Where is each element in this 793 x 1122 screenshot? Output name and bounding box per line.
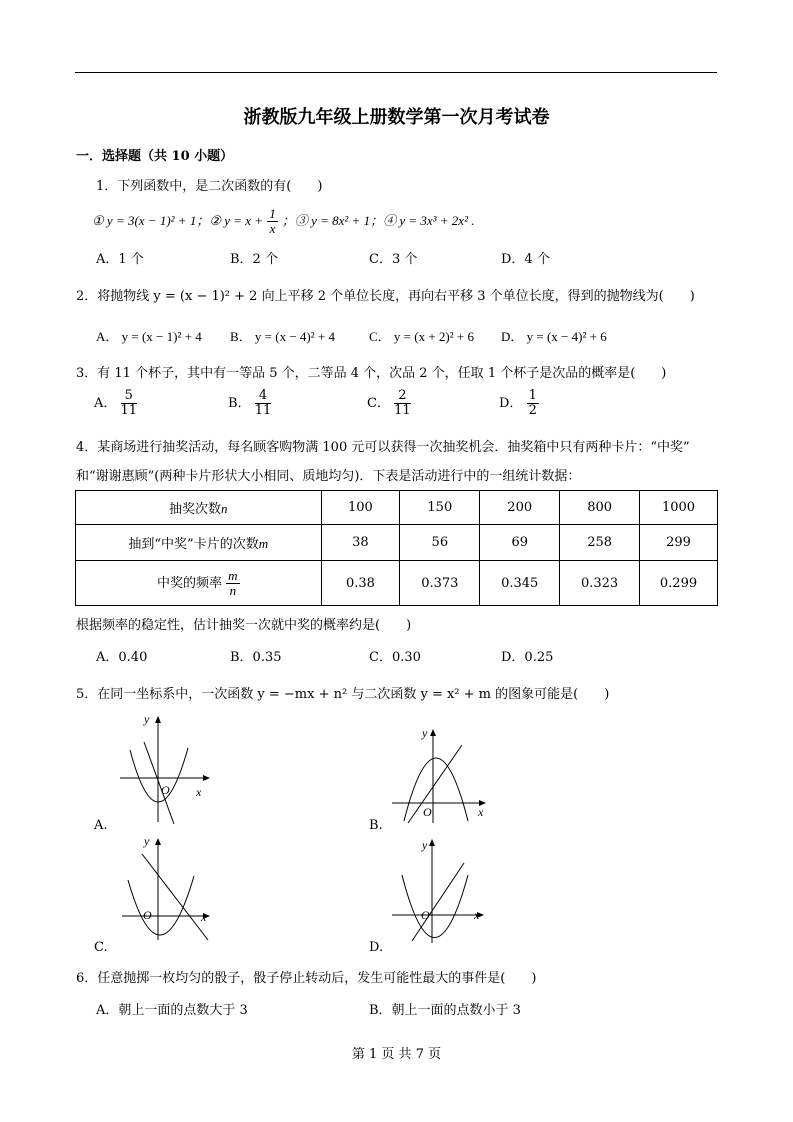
- q1-functions: [92, 207, 474, 236]
- freq-den: n: [229, 582, 237, 598]
- row3-label: 中奖的频率: [156, 575, 222, 591]
- q5-graph-a[interactable]: [116, 710, 216, 825]
- q1-functions-part1: ① y = 3(x − 1)² + 1；② y = x +: [92, 213, 264, 228]
- q5-stem: 5．在同一坐标系中，一次函数 y = −mx + n² 与二次函数 y = x² + m 的图象可能是( ): [76, 687, 610, 702]
- q1-functions-part2: ；③ y = 8x² + 1；④ y = 3x³ + 2x² .: [281, 213, 475, 228]
- q5-graph-b[interactable]: [390, 725, 490, 825]
- origin-label: O: [161, 783, 170, 797]
- q2-option-b[interactable]: B． y = (x − 4)² + 4: [230, 329, 335, 344]
- q3-option-c[interactable]: [367, 389, 411, 418]
- row2-label: 抽到“中奖”卡片的次数: [128, 537, 259, 552]
- table-cell: 0.38: [321, 561, 400, 606]
- q3-option-c-label: C．: [367, 396, 390, 411]
- q2-option-a[interactable]: A． y = (x − 1)² + 4: [96, 329, 202, 344]
- q4-option-b[interactable]: B．0.35: [230, 650, 282, 665]
- stats-table: [75, 490, 718, 606]
- table-header-n: [76, 491, 322, 525]
- axis-y-label: y: [422, 726, 428, 740]
- table-cell: 1000: [640, 491, 718, 525]
- q1-stem: 1．下列函数中，是二次函数的有( ): [96, 179, 323, 194]
- q5-option-c[interactable]: C.: [94, 940, 108, 955]
- table-cell: 200: [480, 491, 560, 525]
- q5-option-d[interactable]: D.: [369, 940, 384, 955]
- table-cell: 100: [321, 491, 400, 525]
- table-cell: 56: [400, 525, 480, 561]
- table-cell: 299: [640, 525, 718, 561]
- q1-option-c[interactable]: C．3 个: [369, 252, 418, 267]
- q4-stem-line2: 和“谢谢惠顾”(两种卡片形状大小相同、质地均匀)．下表是活动进行中的一组统计数据：: [76, 469, 581, 484]
- q3-stem: 3．有 11 个杯子，其中有一等品 5 个，二等品 4 个，次品 2 个，任取 1 个杯子是次品的概率是( ): [76, 366, 667, 381]
- axis-y-label: y: [144, 834, 150, 848]
- axis-x-label: x: [196, 785, 202, 799]
- q2-option-c[interactable]: C． y = (x + 2)² + 6: [369, 329, 474, 344]
- section-heading: 一．选择题（共 10 小题）: [76, 149, 234, 164]
- q2-option-d[interactable]: D． y = (x − 4)² + 6: [501, 329, 607, 344]
- q3-b-den: 11: [254, 403, 272, 418]
- table-header-freq: [76, 561, 322, 606]
- q2-stem: 2．将抛物线 y = (x − 1)² + 2 向上平移 2 个单位长度，再向右平移 3 个单位长度，得到的抛物线为( ): [76, 289, 695, 304]
- table-row-freq: [76, 561, 718, 606]
- row1-var: n: [221, 501, 228, 516]
- q6-option-a[interactable]: A．朝上一面的点数大于 3: [96, 1003, 248, 1018]
- axis-x-label: x: [201, 910, 207, 924]
- row1-label: 抽奖次数: [168, 502, 221, 517]
- q6-stem: 6．任意抛掷一枚均匀的骰子，骰子停止转动后，发生可能性最大的事件是( ): [76, 971, 537, 986]
- axis-y-label: y: [422, 838, 428, 852]
- origin-label: O: [421, 908, 430, 922]
- axis-y-label: y: [144, 712, 150, 726]
- q3-option-a-label: A．: [94, 396, 117, 411]
- table-cell: 150: [400, 491, 480, 525]
- table-header-m: [76, 525, 322, 561]
- q5-option-b[interactable]: B.: [369, 818, 383, 833]
- table-row-n: [76, 491, 718, 525]
- q4-question: 根据频率的稳定性，估计抽奖一次就中奖的概率约是( ): [76, 618, 412, 633]
- table-cell: 0.345: [480, 561, 560, 606]
- q1-frac-num: 1: [269, 206, 276, 221]
- q4-option-d[interactable]: D．0.25: [501, 650, 554, 665]
- page-title: 浙教版九年级上册数学第一次月考试卷: [243, 107, 550, 128]
- q3-option-d-label: D．: [499, 396, 523, 411]
- q3-c-num: 2: [394, 389, 411, 404]
- q3-a-num: 5: [121, 389, 138, 404]
- table-cell: 38: [321, 525, 400, 561]
- table-cell: 800: [560, 491, 640, 525]
- q5-option-a[interactable]: A.: [94, 818, 108, 833]
- table-cell: 0.323: [560, 561, 640, 606]
- q1-option-d[interactable]: D．4 个: [501, 252, 550, 267]
- header-rule: [75, 72, 717, 73]
- table-row-m: [76, 525, 718, 561]
- table-cell: 0.299: [640, 561, 718, 606]
- q3-c-den: 11: [394, 403, 411, 418]
- q3-option-d[interactable]: [499, 389, 539, 418]
- q1-frac-den: x: [269, 221, 276, 236]
- q3-d-num: 1: [528, 388, 537, 403]
- q1-option-b[interactable]: B．2 个: [230, 252, 278, 267]
- q4-option-a[interactable]: A．0.40: [96, 650, 148, 665]
- q3-option-b[interactable]: [228, 389, 271, 418]
- q1-fraction: [267, 207, 278, 236]
- q5-graph-d[interactable]: [390, 835, 490, 945]
- q3-a-den: 11: [120, 403, 138, 418]
- q4-option-c[interactable]: C．0.30: [369, 650, 421, 665]
- table-cell: 258: [560, 525, 640, 561]
- origin-label: O: [423, 805, 432, 819]
- axis-x-label: x: [474, 908, 480, 922]
- row2-var: m: [258, 536, 269, 551]
- q3-b-num: 4: [255, 389, 272, 404]
- q3-d-den: 2: [528, 403, 537, 418]
- table-cell: 69: [480, 525, 560, 561]
- q1-option-a[interactable]: A．1 个: [96, 252, 144, 267]
- q3-option-b-label: B．: [228, 396, 251, 411]
- q4-stem-line1: 4．某商场进行抽奖活动，每名顾客购物满 100 元可以获得一次抽奖机会．抽奖箱中只有两种卡片：“中奖”: [76, 440, 690, 455]
- origin-label: O: [143, 908, 152, 922]
- q6-option-b[interactable]: B．朝上一面的点数小于 3: [369, 1003, 521, 1018]
- q3-option-a[interactable]: [94, 389, 137, 418]
- q5-graph-c[interactable]: [118, 832, 218, 942]
- freq-num: m: [228, 567, 238, 583]
- page-footer: 第 1 页 共 7 页: [351, 1047, 442, 1062]
- axis-x-label: x: [478, 805, 484, 819]
- table-cell: 0.373: [400, 561, 480, 606]
